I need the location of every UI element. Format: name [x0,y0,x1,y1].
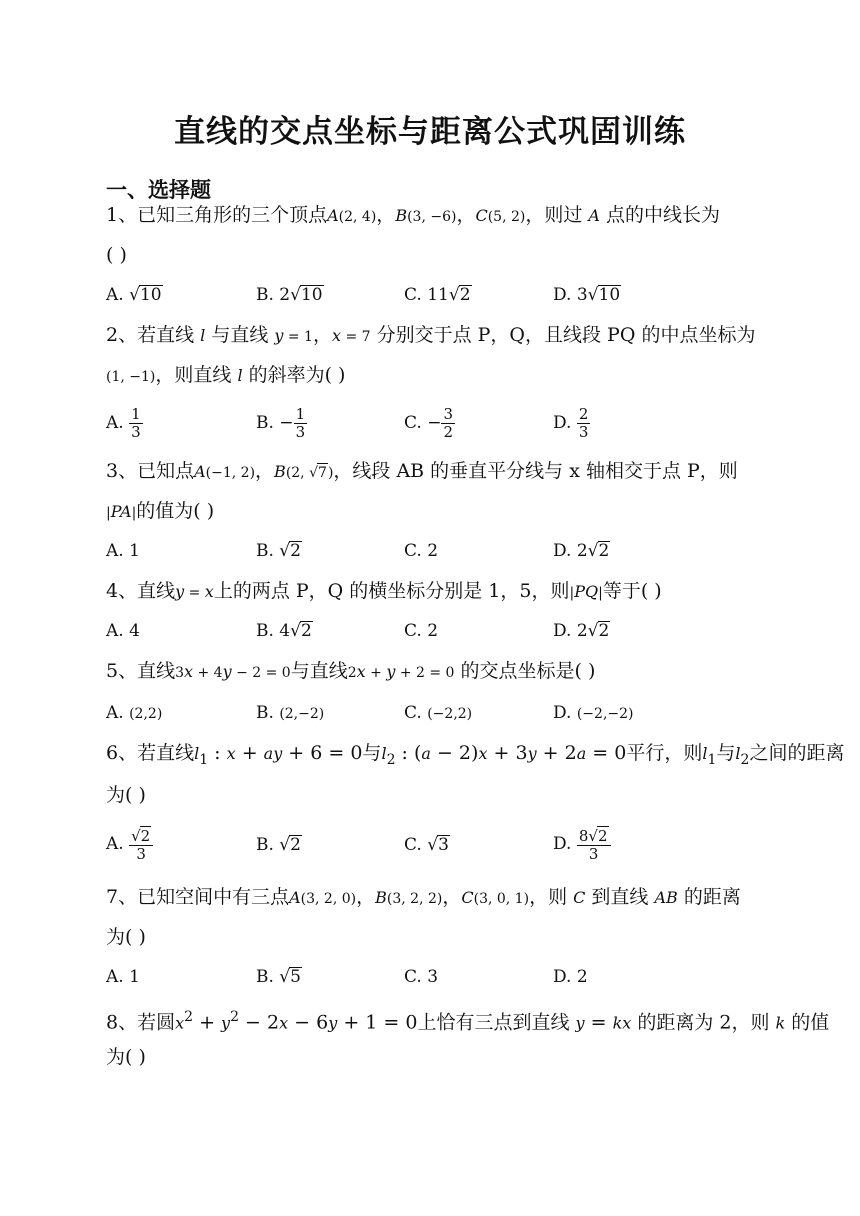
q3-option-d[interactable]: D. 2√2 [553,541,610,561]
question-7: 7、已知空间中有三点A(3, 2, 0)，B(3, 2, 2)，C(3, 0, 1)，则 C 到直线 AB 的距离 [106,886,741,908]
q2-option-b[interactable]: B. − $\frac{1}{3}$ [256,405,306,441]
q7-option-d[interactable]: D. 2 [553,967,588,987]
q1-option-c[interactable]: C. 11√2 [404,285,471,305]
q1-option-d[interactable]: D. 3√10 [553,285,621,305]
q5-option-c[interactable]: C. (−2,2) [404,703,473,723]
question-8-cont: 为( ) [106,1046,146,1068]
question-1-paren: ( ) [106,244,127,266]
q5-option-a[interactable]: A. (2,2) [106,703,163,723]
q6-option-b[interactable]: B. √2 [256,835,301,855]
q2-option-d[interactable]: D. $\frac{2}{3}$ [553,405,589,441]
question-8: 8、若圆$x^2 + y^2 - 2x - 6y + 1 = 0$上恰有三点到直线 y = kx 的距离为 2，则 k 的值 [106,1009,830,1034]
question-3: 3、已知点A(−1, 2)，B(2, √7)，线段 AB 的垂直平分线与 x 轴相交于点 P，则 [106,460,738,482]
q3-option-a[interactable]: A. 1 [106,541,140,561]
q6-option-c[interactable]: C. √3 [404,835,449,855]
page-title: 直线的交点坐标与距离公式巩固训练 [174,114,686,150]
q4-option-c[interactable]: C. 2 [404,621,439,641]
question-2-cont: (1, −1)，则直线 l 的斜率为( ) [106,364,346,386]
question-6: 6、若直线$l_1$ : x + ay + 6 = 0与$l_2$ : (a − 2)x + 3y + 2a = 0平行，则$l_1$与$l_2$之间的距离 [106,742,845,768]
q6-option-a[interactable]: A. $\frac{√2}{3}$ [106,826,153,863]
q2-option-a[interactable]: A. $\frac{1}{3}$ [106,405,141,441]
question-1: 1、已知三角形的三个顶点A(2, 4)，B(3, −6)，C(5, 2)，则过 A 点的中线长为 [106,204,721,226]
question-6-cont: 为( ) [106,784,146,806]
q4-option-a[interactable]: A. 4 [106,621,140,641]
section-heading: 一、选择题 [106,178,211,202]
q4-option-d[interactable]: D. 2√2 [553,621,610,641]
q1-option-b[interactable]: B. 2√10 [256,285,323,305]
q3-option-b[interactable]: B. √2 [256,541,301,561]
question-5: 5、直线3x + 4y − 2 = 0与直线2x + y + 2 = 0 的交点坐标是( ) [106,660,596,682]
q6-option-d[interactable]: D. $\frac{8√2}{3}$ [553,826,611,863]
q3-option-c[interactable]: C. 2 [404,541,439,561]
question-7-cont: 为( ) [106,926,146,948]
question-3-cont: |PA|的值为( ) [106,500,215,522]
q5-option-d[interactable]: D. (−2,−2) [553,703,634,723]
q1-option-a[interactable]: A. √10 [106,285,162,305]
q2-option-c[interactable]: C. − $\frac{3}{2}$ [404,405,454,441]
q4-option-b[interactable]: B. 4√2 [256,621,312,641]
question-4: 4、直线y = x上的两点 P，Q 的横坐标分别是 1，5，则|PQ|等于( ) [106,580,662,602]
q7-option-c[interactable]: C. 3 [404,967,439,987]
q5-option-b[interactable]: B. (2,−2) [256,703,325,723]
q7-option-b[interactable]: B. √5 [256,967,301,987]
q7-option-a[interactable]: A. 1 [106,967,140,987]
question-2: 2、若直线 l 与直线 y = 1，x = 7 分别交于点 P，Q，且线段 PQ 的中点坐标为 [106,324,756,346]
